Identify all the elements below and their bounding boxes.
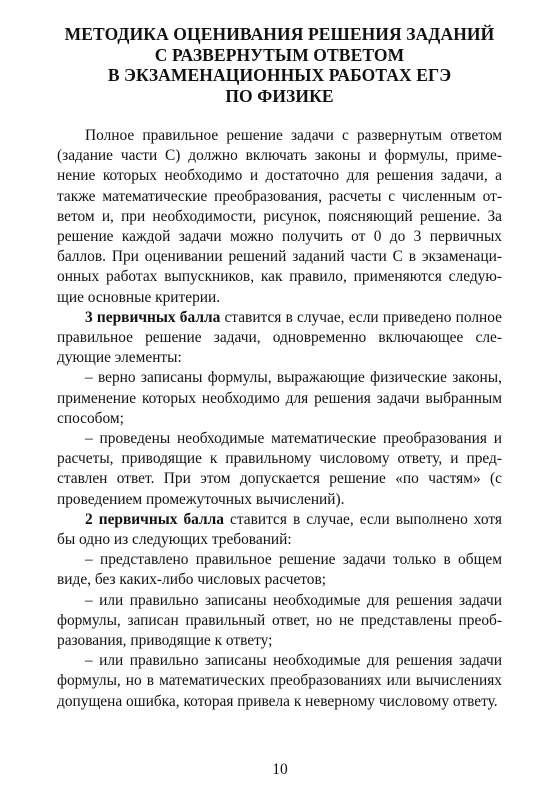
score-2-label: 2 первичных балла xyxy=(85,510,224,528)
title-line-4: ПО ФИЗИКЕ xyxy=(225,85,334,106)
score-2-text: ставится в случае, если выполнено хотя бы одно из следующих требований: xyxy=(57,510,502,549)
intro-paragraph: Полное правильное решение задачи с развернутым ответом (задание части С) должно включать законы и формулы, применение которых необходимо и достаточно для решения задачи, а также математические преобразования, расчеты с численным ответом и, при необходимости, рисунок, поясняющий решение. За решение каждой задачи можно получить от 0 до 3 первичных баллов. При оценивании решений заданий части С в экзаменационных работах выпускников, как правило, применяются следующие основные критерии. xyxy=(57,127,502,306)
page-title xyxy=(57,24,502,106)
score-3-label: 3 первичных балла xyxy=(85,308,221,326)
score-3-paragraph xyxy=(57,308,502,369)
title-line-2: С РАЗВЕРНУТЫМ ОТВЕТОМ xyxy=(154,44,405,65)
title-line-1: МЕТОДИКА ОЦЕНИВАНИЯ РЕШЕНИЯ ЗАДАНИЙ xyxy=(64,24,495,44)
score-3-item: – верно записаны формулы, выражающие физические законы, применение которых необходимо для решения задачи выбранным способом; xyxy=(57,369,502,427)
score-3-item: – проведены необходимые математические преобразования и расчеты, приводящие к правильному числовому ответу, и представлен ответ. При этом допускается решение «по частям» (с проведением промежуточных вычислений). xyxy=(57,430,502,508)
title-line-3: В ЭКЗАМЕНАЦИОННЫХ РАБОТАХ ЕГЭ xyxy=(107,65,452,85)
score-2-item: – представлено правильное решение задачи только в общем виде, без каких-либо числовых расчетов; xyxy=(57,551,502,589)
score-3-text: ставится в случае, если приведено полное правильное решение задачи, одновременно включающее следующие элементы: xyxy=(57,308,502,367)
page-number: 10 xyxy=(272,761,288,778)
body-text xyxy=(57,126,502,712)
score-2-item: – или правильно записаны необходимые для решения задачи формулы, записан правильный ответ, но не представлены преобразования, приводящие к ответу; xyxy=(57,591,502,650)
score-2-item: – или правильно записаны необходимые для решения задачи формулы, но в математических преобразованиях или вычислениях допущена ошибка, которая привела к неверному числовому ответу. xyxy=(57,652,502,710)
score-2-paragraph xyxy=(57,510,502,550)
